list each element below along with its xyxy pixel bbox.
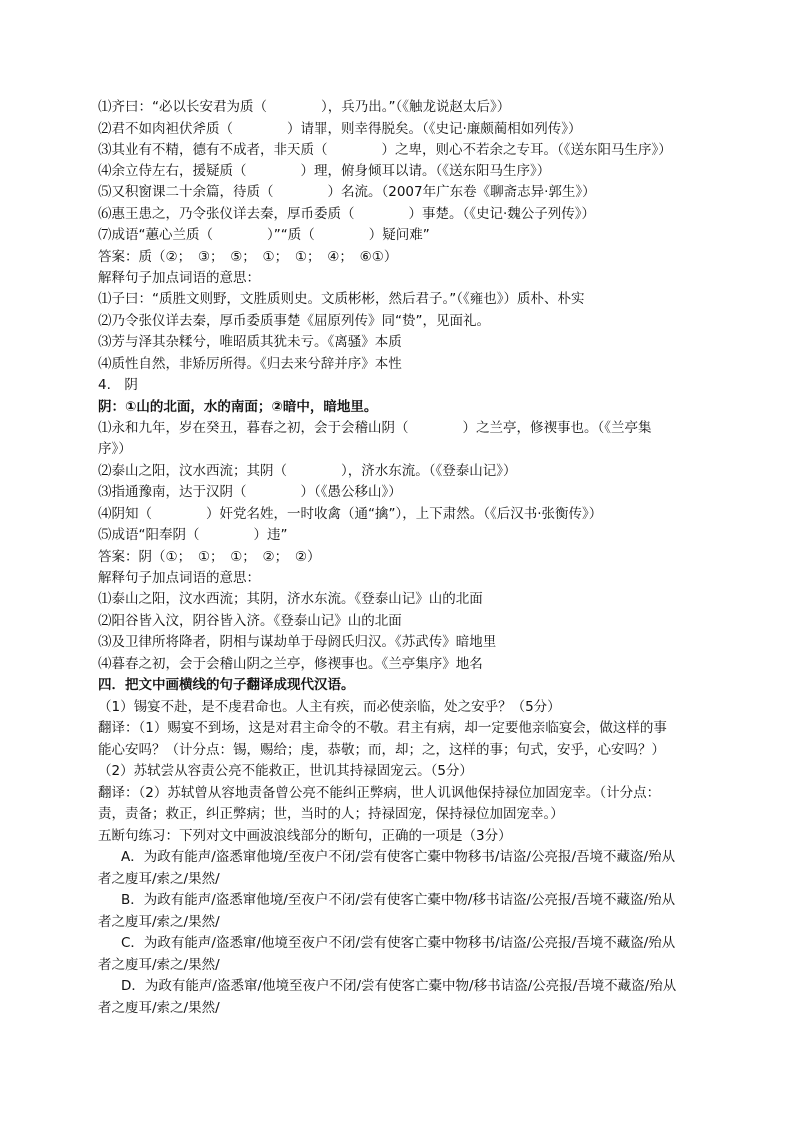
question-line: ⑹惠王患之，乃令张仪详去秦，厚币委质（ ）事楚。（《史记·魏公子列传》） [98,206,596,222]
section-heading: 解释句子加点词语的意思： [98,270,260,286]
question-line: （2）苏轼尝从容责公亮不能救正，世讥其持禄固宠云。（5分） [98,763,473,779]
question-line: （1）锡宴不赴，是不虔君命也。人主有疾，而必使亲临，处之安乎？（5分） [98,699,561,715]
question-line: ⑵君不如肉袒伏斧质（ ）请罪，则幸得脱矣。（《史记·廉颇蔺相如列传》） [98,121,582,137]
answer-line: 答案：阴（①； ①； ①； ②； ②） [98,549,321,565]
question-line: ⑷阴知（ ）奸党名姓，一时收禽（通“擒”），上下肃然。（《后汉书·张衡传》） [98,506,603,522]
question-line: ⑸成语“阳奉阴（ ）违” [98,527,288,543]
explanation-line: ⑵乃令张仪详去秦，厚币委质事楚《屈原列传》同“贽”，见面礼。 [98,313,490,329]
explanation-line: ⑴子曰：“质胜文则野，文胜质则史。文质彬彬，然后君子。”（《雍也》）质朴、朴实 [98,291,585,307]
question-line: ⑶其业有不精，德有不成者，非天质（ ）之卑，则心不若余之专耳。（《送东阳马生序》） [98,142,672,158]
question-line: ⑶指通豫南，达于汉阴（ ）（《愚公移山》） [98,484,402,500]
translation-line: 能心安吗？（计分点：锡，赐给；虔，恭敬；而，却；之，这样的事；句式，安乎，心安吗？） [98,742,665,758]
question-line: ⑴永和九年，岁在癸丑，暮春之初，会于会稽山阴（ ）之兰亭，修禊事也。（《兰亭集 [98,420,652,436]
option-a-continued: 者之廋耳/索之/果然/ [98,871,220,887]
option-a: A．为政有能声/盗悉窜他境/至夜户不闭/尝有使客亡橐中物移书/诘盗/公亮报/吾境不藏盗/殆从 [121,849,676,865]
option-b: B．为政有能声/盗悉窜他境/至夜户不闭/尝有使客亡橐中物/移书诘盗/公亮报/吾境不藏盗/殆从 [121,892,676,908]
explanation-line: ⑴泰山之阳，汶水西流；其阴，济水东流。《登泰山记》山的北面 [98,591,483,607]
section-title: 五断句练习：下列对文中画波浪线部分的断句，正确的一项是（3分） [98,828,512,844]
question-line: ⑵泰山之阳，汶水西流；其阴（ ），济水东流。（《登泰山记》） [98,463,517,479]
section-title: 四．把文中画横线的句子翻译成现代汉语。 [98,677,355,693]
explanation-line: ⑶芳与泽其杂糅兮，唯昭质其犹未亏。《离骚》本质 [98,334,402,350]
option-d: D．为政有能声/盗悉窜/他境至夜户不闭/尝有使客亡橐中物/移书诘盗/公亮报/吾境不藏盗/殆从 [121,978,677,994]
explanation-line: ⑷质性自然，非矫厉所得。《归去来兮辞并序》本性 [98,356,402,372]
answer-line: 答案：质（②； ③； ⑤； ①； ①； ④； ⑥①） [98,249,398,265]
section-heading: 解释句子加点词语的意思： [98,570,260,586]
question-line: ⑸又积窗课二十余篇，待质（ ）名流。（2007年广东卷《聊斋志异·郭生》） [98,184,596,200]
translation-line: 翻译：（2）苏轼曾从容地责备曾公亮不能纠正弊病，世人讥讽他保持禄位加固宠幸。（计分点： [98,785,661,801]
question-line: 序》） [98,441,132,457]
explanation-line: ⑶及卫律所将降者，阴相与谋劫单于母阏氏归汉。《苏武传》暗地里 [98,634,497,650]
option-b-continued: 者之廋耳/索之/果然/ [98,914,220,930]
translation-line: 责，责备；救正，纠正弊病；世，当时的人；持禄固宠，保持禄位加固宠幸。） [98,806,564,822]
option-c-continued: 者之廋耳/索之/果然/ [98,957,220,973]
question-line: ⑺成语“蕙心兰质（ ）”“质（ ）疑问难” [98,227,430,243]
option-d-continued: 者之廋耳/索之/果然/ [98,1000,220,1016]
definition-line: 阴：①山的北面，水的南面；②暗中，暗地里。 [98,399,378,415]
option-c: C．为政有能声/盗悉窜/他境至夜户不闭/尝有使客亡橐中物移书/诘盗/公亮报/吾境不藏盗/殆从 [121,935,676,951]
question-line: ⑷余立侍左右，援疑质（ ）理，俯身倾耳以请。（《送东阳马生序》） [98,163,551,179]
explanation-line: ⑷暮春之初，会于会稽山阴之兰亭，修禊事也。《兰亭集序》地名 [98,656,483,672]
question-line: ⑴齐曰：“必以长安君为质（ ），兵乃出。”（《触龙说赵太后》） [98,99,511,115]
translation-line: 翻译：（1）赐宴不到场，这是对君主命令的不敬。君主有病，却一定要他亲临宴会，做这样的事 [98,720,667,736]
explanation-line: ⑵阳谷皆入汶，阴谷皆入济。《登泰山记》山的北面 [98,613,402,629]
entry-heading: 4. 阴 [98,377,138,393]
